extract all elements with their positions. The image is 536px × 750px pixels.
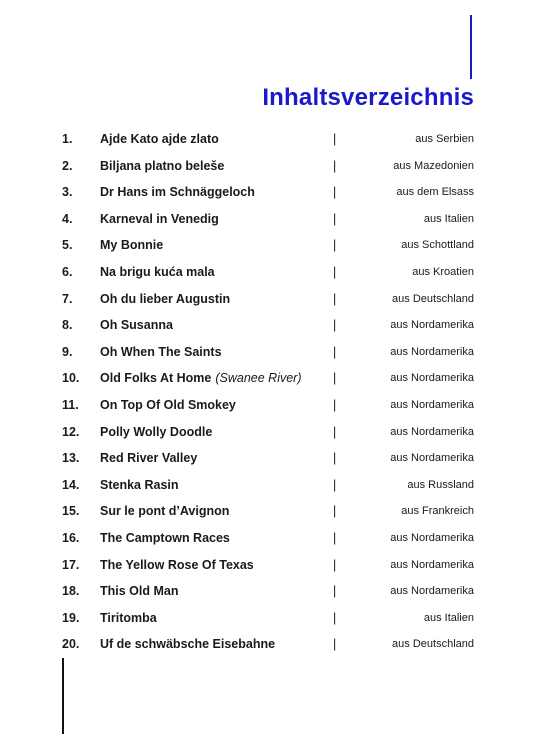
toc-entry-title-text: Oh When The Saints [100,344,222,359]
bottom-vertical-rule [62,658,64,734]
toc-entry[interactable] [0,312,536,339]
toc-entry-origin: aus Italien [423,212,474,225]
toc-entry[interactable] [0,365,536,392]
toc-entry-number: 6. [62,264,73,279]
toc-entry-title-text: This Old Man [100,584,179,599]
toc-entry-title-text: The Camptown Races [100,530,230,545]
toc-entry-title [100,292,230,306]
toc-entry-origin: aus Nordamerika [390,452,474,465]
toc-entry[interactable] [0,631,536,658]
toc-entry-title [100,531,230,545]
toc-entry-separator: | [333,264,337,279]
page-title: Inhaltsverzeichnis [262,84,474,111]
toc-entry-title-text: Polly Wolly Doodle [100,424,213,439]
toc-entry-separator: | [333,477,337,492]
toc-entry-separator: | [333,185,337,200]
toc-entry[interactable] [0,206,536,233]
toc-entry-separator: | [333,371,337,386]
toc-entry-title [100,159,224,173]
toc-entry-number: 13. [62,451,80,466]
toc-entry[interactable] [0,552,536,579]
toc-entry[interactable] [0,153,536,180]
toc-entry-origin: aus Nordamerika [390,372,474,385]
toc-entry-origin: aus Nordamerika [390,531,474,544]
toc-entry-title [100,478,179,492]
toc-entry-title-text: Oh du lieber Augustin [100,291,231,306]
toc-entry-number: 17. [62,557,80,572]
toc-entry-origin: aus Nordamerika [390,319,474,332]
toc-entry-title [100,558,254,572]
toc-entry-origin: aus Nordamerika [390,585,474,598]
toc-entry[interactable] [0,578,536,605]
toc-entry-title [100,584,178,598]
toc-entry-separator: | [333,318,337,333]
toc-entry-origin: aus Serbien [415,133,474,145]
toc-entry-title-text: Dr Hans im Schnäggeloch [100,185,255,200]
toc-entry-separator: | [333,610,337,625]
toc-entry[interactable] [0,392,536,419]
toc-entry[interactable] [0,286,536,313]
toc-entry-origin: aus Kroatien [412,265,474,278]
toc-entry-origin: aus Frankreich [401,505,474,518]
toc-entry-title [100,425,212,439]
toc-entry[interactable] [0,419,536,446]
toc-entry-title-text: Oh Susanna [100,318,173,333]
table-of-contents [0,126,536,658]
toc-entry-separator: | [333,637,337,652]
toc-entry-separator: | [333,238,337,253]
toc-entry-separator: | [333,424,337,439]
toc-entry-number: 19. [62,610,80,625]
toc-entry[interactable] [0,232,536,259]
toc-entry-title [100,345,222,359]
toc-entry[interactable] [0,339,536,366]
toc-entry-origin: aus Nordamerika [390,558,474,571]
toc-entry-title [100,451,197,465]
toc-entry-separator: | [333,291,337,306]
toc-entry-title-text: Old Folks At Home [100,371,212,386]
toc-entry-separator: | [333,132,337,146]
toc-entry-number: 5. [62,238,73,253]
toc-entry[interactable] [0,498,536,525]
toc-entry-number: 3. [62,185,73,200]
toc-entry-title-text: Uf de schwäbsche Eisebahne [100,637,276,652]
toc-entry-number: 16. [62,530,80,545]
toc-entry[interactable] [0,259,536,286]
toc-entry-number: 18. [62,584,80,599]
toc-entry-separator: | [333,344,337,359]
toc-entry-separator: | [333,530,337,545]
toc-entry-number: 2. [62,158,73,173]
toc-entry-origin: aus Russland [407,478,474,491]
toc-entry-number: 7. [62,291,73,306]
toc-entry-number: 15. [62,504,80,519]
toc-entry-separator: | [333,158,337,173]
toc-entry-title [100,185,255,199]
toc-entry-title [100,238,163,252]
toc-entry-title [100,504,229,518]
toc-entry-number: 1. [62,132,73,146]
toc-entry-title-text: The Yellow Rose Of Texas [100,557,254,572]
toc-entry-origin: aus Nordamerika [390,425,474,438]
toc-entry-title [100,371,302,385]
toc-entry-origin: aus Schottland [401,239,474,252]
toc-entry-title [100,318,173,332]
toc-entry-title [100,637,275,651]
toc-entry-number: 12. [62,424,80,439]
toc-entry-separator: | [333,584,337,599]
toc-entry-number: 11. [62,397,79,412]
toc-entry-origin: aus dem Elsass [396,186,474,199]
toc-entry-title-text: Red River Valley [100,451,198,466]
toc-entry[interactable] [0,605,536,632]
toc-entry-number: 20. [62,637,80,652]
toc-entry-origin: aus Mazedonien [393,159,474,172]
toc-entry[interactable] [0,445,536,472]
toc-entry-number: 4. [62,211,73,226]
toc-entry-title [100,398,236,412]
toc-entry-separator: | [333,451,337,466]
toc-entry-title [100,212,219,226]
toc-entry-separator: | [333,211,337,226]
toc-entry[interactable] [0,525,536,552]
toc-entry[interactable] [0,126,536,153]
toc-entry[interactable] [0,472,536,499]
toc-entry-title-text: Karneval in Venedig [100,211,219,226]
toc-entry-origin: aus Deutschland [392,638,474,651]
toc-entry-number: 10. [62,371,80,386]
toc-entry-title [100,132,219,146]
toc-entry-separator: | [333,397,337,412]
toc-entry-title-text: On Top Of Old Smokey [100,397,236,412]
toc-entry-title-text: Ajde Kato ajde zlato [100,132,219,146]
toc-entry-title-text: My Bonnie [100,238,164,253]
top-vertical-rule [470,15,472,79]
toc-entry-origin: aus Deutschland [392,292,474,305]
toc-entry-title-text: Stenka Rasin [100,477,179,492]
toc-entry-origin: aus Nordamerika [390,345,474,358]
toc-entry-separator: | [333,504,337,519]
toc-entry-number: 9. [62,344,73,359]
toc-entry-number: 8. [62,318,73,333]
toc-entry-number: 14. [62,477,80,492]
toc-entry-title-text: Na brigu kuća mala [100,264,215,279]
toc-entry-separator: | [333,557,337,572]
toc-entry-title-note: (Swanee River) [215,371,302,386]
toc-entry-origin: aus Nordamerika [390,398,474,411]
toc-entry-title-text: Tiritomba [100,610,157,625]
toc-entry-title [100,265,215,279]
toc-entry-title-text: Biljana platno beleše [100,158,225,173]
toc-entry-title-text: Sur le pont d’Avignon [100,504,230,519]
toc-entry-origin: aus Italien [423,611,474,624]
toc-entry-title [100,611,157,625]
toc-entry[interactable] [0,179,536,206]
